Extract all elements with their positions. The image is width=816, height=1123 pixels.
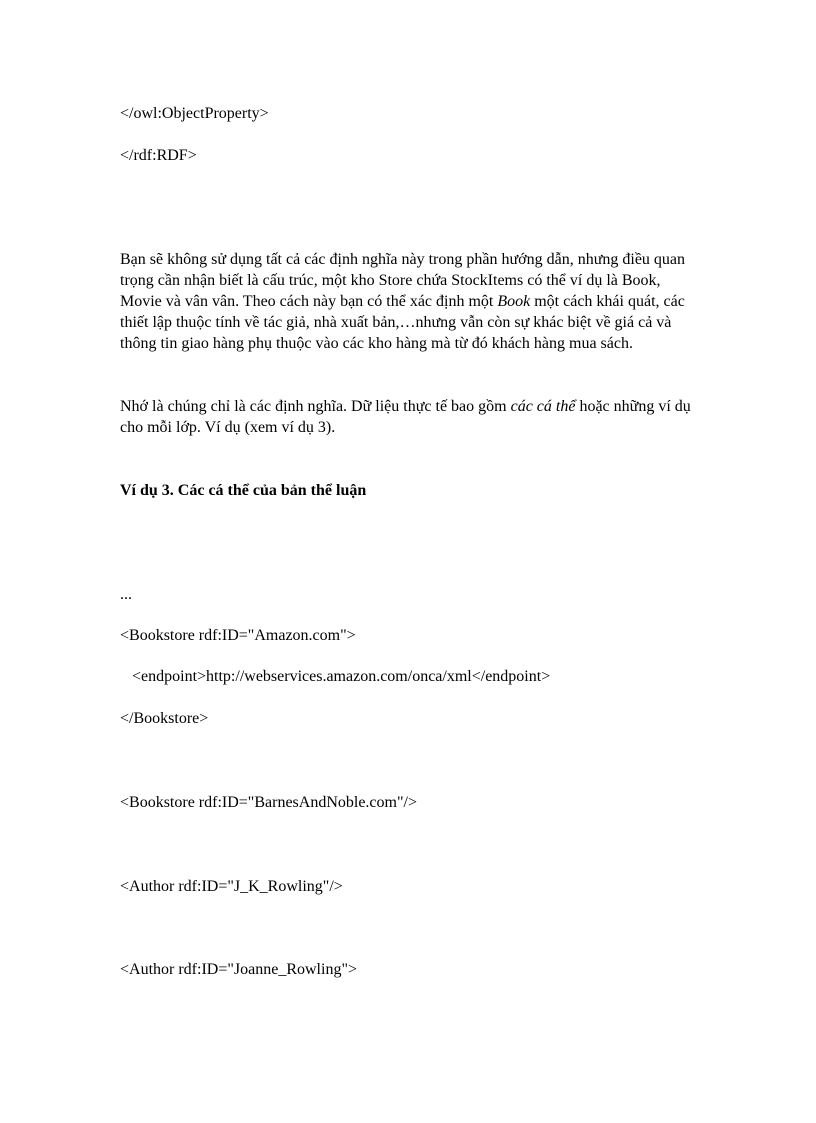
paragraph-definitions <box>120 396 700 438</box>
paragraph-structure-italic: Book <box>497 293 531 310</box>
section-heading: Ví dụ 3. Các cá thể của bản thể luận <box>120 482 367 499</box>
paragraph-definitions-italic: các cá thể <box>510 398 576 415</box>
paragraph-definitions-text: Nhớ là chúng chỉ là các định nghĩa. Dữ liệu thực tế bao gồm <box>120 398 511 415</box>
paragraph-structure <box>120 249 700 354</box>
code-line-bookstore-amazon: <Bookstore rdf:ID="Amazon.com"> <box>120 627 356 644</box>
code-line-author-jk: <Author rdf:ID="J_K_Rowling"/> <box>120 878 343 895</box>
code-line-objectproperty-close: </owl:ObjectProperty> <box>120 105 269 122</box>
code-line-bookstore-barnes: <Bookstore rdf:ID="BarnesAndNoble.com"/> <box>120 794 417 811</box>
paragraph-structure-text: Bạn sẽ không sử dụng tất cả các định nghĩa này trong phần hướng dẫn, nhưng điều quan trọng cần nhận biết là cấu trúc, một kho Store chứa StockItems có thể ví dụ là Book, Movie và vân vân. Theo cách này bạn có thể xác định một <box>120 251 686 310</box>
code-line-rdf-close: </rdf:RDF> <box>120 147 197 164</box>
code-line-endpoint: <endpoint>http://webservices.amazon.com/onca/xml</endpoint> <box>120 668 551 685</box>
code-line-ellipsis: ... <box>120 586 132 603</box>
paragraph-structure-text-end: một cách khái quát, các thiết lập thuộc tính về tác giả, nhà xuất bản,…nhưng vẫn còn sự khác biệt về giá cả và thông tin giao hàng phụ thuộc vào các kho hàng mà từ đó khách hàng mua sách. <box>120 293 685 352</box>
code-line-bookstore-close: </Bookstore> <box>120 710 209 727</box>
code-line-author-joanne: <Author rdf:ID="Joanne_Rowling"> <box>120 961 357 978</box>
paragraph-definitions-text-end: hoặc những ví dụ cho mỗi lớp. Ví dụ (xem ví dụ 3). <box>120 398 691 436</box>
